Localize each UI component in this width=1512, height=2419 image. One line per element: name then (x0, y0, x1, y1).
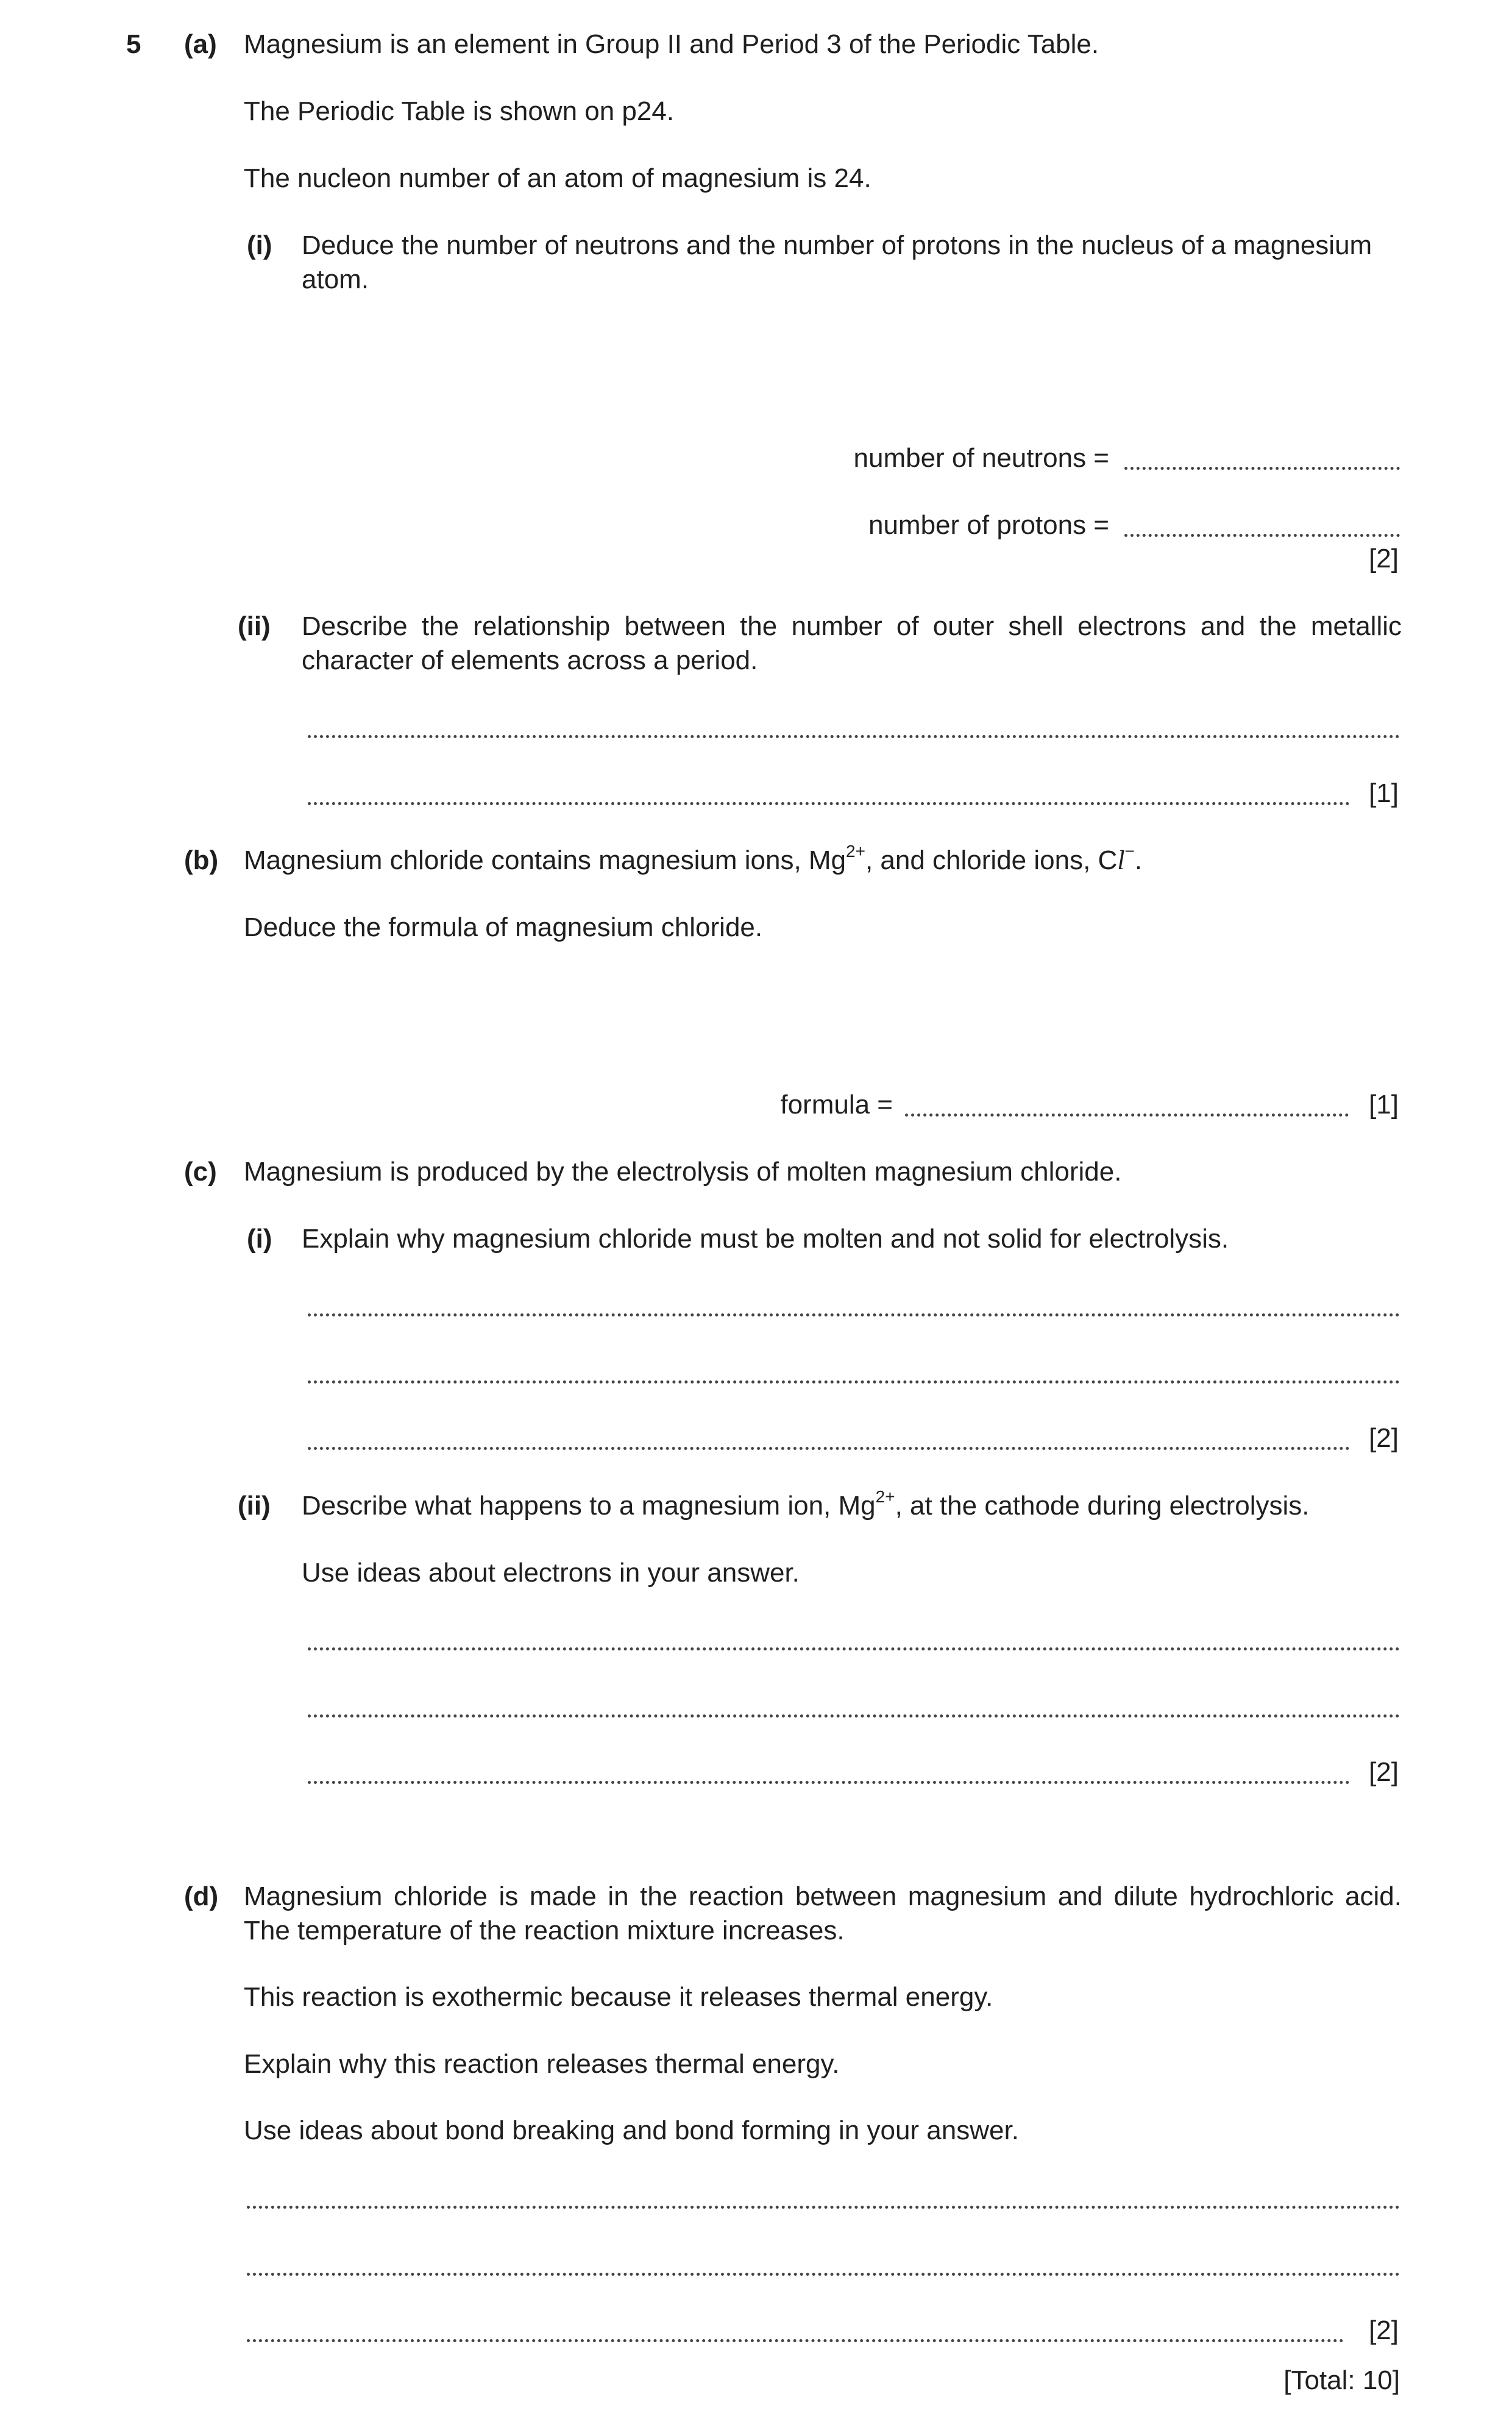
part-a-intro-2: The Periodic Table is shown on p24. (244, 96, 675, 126)
part-d-text: Magnesium chloride is made in the reaction between magnesium and dilute hydrochloric acid. The temperature of the reaction mixture increases. (244, 1881, 1402, 1945)
part-b-prompt: Deduce the formula of magnesium chloride. (244, 912, 763, 942)
part-d-line-4: Use ideas about bond breaking and bond forming in your answer. (244, 2115, 1019, 2145)
answer-line-c-i-3[interactable] (308, 1447, 1350, 1450)
neutrons-label: number of neutrons = (853, 443, 1109, 473)
protons-label: number of protons = (868, 510, 1109, 540)
answer-line-d-2[interactable] (247, 2273, 1400, 2276)
formula-label: formula = (780, 1090, 893, 1120)
part-a-intro-1: Magnesium is an element in Group II and Period 3 of the Periodic Table. (244, 29, 1099, 59)
part-a-intro-3: The nucleon number of an atom of magnesium is 24. (244, 163, 871, 193)
part-d-line-2: This reaction is exothermic because it releases thermal energy. (244, 1982, 993, 2012)
part-a-ii-marks: [1] (1369, 778, 1399, 808)
part-a-i-label: (i) (247, 230, 272, 260)
part-a-i-text: Deduce the number of neutrons and the number of protons in the nucleus of a magnesium atom. (302, 230, 1372, 294)
formula-answer-line[interactable] (905, 1114, 1349, 1117)
part-a-label: (a) (184, 29, 217, 59)
answer-line-d-3[interactable] (247, 2339, 1344, 2342)
question-number: 5 (126, 29, 141, 59)
part-a-ii-label: (ii) (238, 611, 271, 641)
part-b-label: (b) (184, 845, 219, 875)
total-marks: [Total: 10] (1283, 2365, 1400, 2395)
part-b-marks: [1] (1369, 1090, 1399, 1120)
answer-line-c-ii-2[interactable] (308, 1714, 1400, 1717)
part-c-i-text: Explain why magnesium chloride must be molten and not solid for electrolysis. (302, 1224, 1229, 1254)
part-c-text: Magnesium is produced by the electrolysis of molten magnesium chloride. (244, 1157, 1122, 1187)
answer-line-d-1[interactable] (247, 2206, 1400, 2209)
answer-line-c-ii-3[interactable] (308, 1781, 1350, 1784)
protons-answer-line[interactable] (1124, 534, 1400, 537)
part-d-marks: [2] (1369, 2315, 1399, 2345)
part-c-label: (c) (184, 1157, 217, 1187)
part-c-ii-text: Describe what happens to a magnesium ion, $Mg^{2+}$, at the cathode during electrolysis. (302, 1487, 1310, 1521)
part-b-text: Magnesium chloride contains magnesium ions, $Mg^{2+}$, and chloride ions, Cl−. (244, 842, 1143, 875)
part-c-i-label: (i) (247, 1224, 272, 1254)
part-c-ii-marks: [2] (1369, 1757, 1399, 1787)
neutrons-answer-line[interactable] (1124, 467, 1400, 470)
part-c-ii-label: (ii) (238, 1491, 271, 1521)
part-d-label: (d) (184, 1881, 219, 1911)
answer-line-a-ii-2[interactable] (308, 802, 1350, 805)
answer-line-c-i-1[interactable] (308, 1313, 1400, 1316)
part-a-i-marks: [2] (1369, 544, 1399, 574)
answer-line-c-i-2[interactable] (308, 1380, 1400, 1384)
part-c-ii-hint: Use ideas about electrons in your answer. (302, 1558, 800, 1588)
answer-line-c-ii-1[interactable] (308, 1647, 1400, 1650)
answer-line-a-ii-1[interactable] (308, 735, 1400, 738)
part-a-ii-text: Describe the relationship between the number of outer shell electrons and the metallic character of elements across a period. (302, 611, 1402, 675)
part-d-line-3: Explain why this reaction releases thermal energy. (244, 2049, 840, 2079)
part-c-i-marks: [2] (1369, 1423, 1399, 1453)
